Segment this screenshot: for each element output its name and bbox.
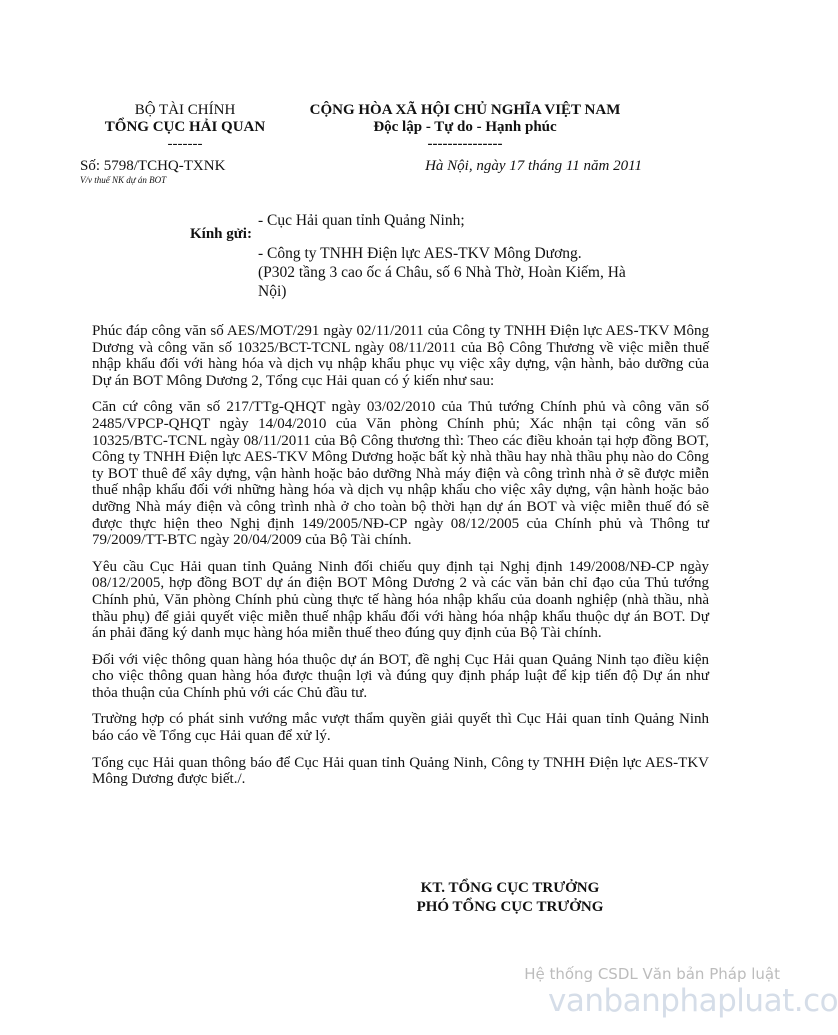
body-paragraph: Tổng cục Hải quan thông báo để Cục Hải quan tỉnh Quảng Ninh, Công ty TNHH Điện lực AES-TKV Mông Dương được biết./.	[92, 754, 709, 788]
country-name: CỘNG HÒA XÃ HỘI CHỦ NGHĨA VIỆT NAM	[309, 102, 621, 118]
recipients-list	[258, 211, 653, 301]
body-paragraph: Trường hợp có phát sinh vướng mắc vượt thẩm quyền giải quyết thì Cục Hải quan tỉnh Quảng Ninh báo cáo về Tổng cục Hải quan để xử lý.	[92, 711, 709, 745]
recipient-address: (P302 tầng 3 cao ốc á Châu, số 6 Nhà Thờ, Hoàn Kiếm, Hà Nội)	[258, 264, 626, 300]
recipient-name: - Công ty TNHH Điện lực AES-TKV Mông Dương.	[258, 245, 582, 262]
signature-subtitle: PHÓ TỔNG CỤC TRƯỞNG	[416, 899, 604, 915]
recipient-item	[258, 244, 653, 301]
body-paragraph: Yêu cầu Cục Hải quan tỉnh Quảng Ninh đối chiếu quy định tại Nghị định 149/2008/NĐ-CP ngày 08/12/2005, hợp đồng BOT dự án điện BOT Mông Dương 2 và các văn bản chỉ đạo của Thủ tướng Chính phủ, Văn phòng Chính phủ cùng thực tế hàng hóa nhập khẩu của doanh nghiệp (nhà thầu, nhà thầu phụ) để giải quyết việc miễn thuế nhập khẩu đối với hàng hóa nhập khẩu thuộc dự án BOT. Dự án phải đăng ký danh mục hàng hóa miễn thuế theo đúng quy định của Bộ Tài chính.	[92, 558, 709, 642]
document-subject: V/v thuế NK dự án BOT	[80, 175, 167, 185]
recipient-item: - Cục Hải quan tỉnh Quảng Ninh;	[258, 212, 465, 229]
motto-rule: ---------------	[427, 136, 503, 152]
signature-block	[400, 879, 620, 917]
watermark-site: vanbanphapluat.co	[548, 983, 838, 1019]
body-paragraph: Căn cứ công văn số 217/TTg-QHQT ngày 03/02/2010 của Thủ tướng Chính phủ và công văn số 2485/VPCP-QHQT ngày 14/04/2010 của Văn phòng Chính phủ; Xác nhận tại công văn số 10325/BTC-TCNL ngày 08/11/2011 của Bộ Công thương thì: Theo các điều khoản tại hợp đồng BOT, Công ty TNHH Điện lực AES-TKV Mông Dương hoặc bất kỳ nhà thầu hay nhà thầu phụ nào do Công ty BOT thuê để xây dựng, vận hành hoặc bảo dưỡng Nhà máy điện và công trình nhà ở sẽ được miễn thuế nhập khẩu đối với những hàng hóa và dịch vụ nhập khẩu cho việc xây dựng, vận hành hoặc bảo dưỡng Nhà máy điện và công trình nhà ở cho toàn bộ thời hạn dự án BOT và việc miễn thuế đó sẽ được thực hiện theo Nghị định 149/2005/NĐ-CP ngày 08/12/2005 của Chính phủ và Thông tư 79/2009/TT-BTC ngày 20/04/2009 của Bộ Tài chính.	[92, 399, 709, 549]
agency-name: TỔNG CỤC HẢI QUAN	[104, 119, 266, 135]
document-body	[92, 323, 709, 798]
recipients-label: Kính gửi:	[190, 226, 252, 242]
document-date: Hà Nội, ngày 17 tháng 11 năm 2011	[425, 158, 642, 174]
document-number: Số: 5798/TCHQ-TXNK	[80, 158, 226, 174]
body-paragraph: Phúc đáp công văn số AES/MOT/291 ngày 02/11/2011 của Công ty TNHH Điện lực AES-TKV Mông Dương và công văn số 10325/BCT-TCNL ngày 08/11/2011 của Bộ Công Thương về việc miễn thuế nhập khẩu đối với hàng hóa và dịch vụ nhập khẩu phục vụ việc xây dựng, vận hành, bảo dưỡng của Dự án BOT Mông Dương 2, Tổng cục Hải quan có ý kiến như sau:	[92, 323, 709, 389]
national-header	[290, 102, 640, 153]
signature-title: KT. TỔNG CỤC TRƯỞNG	[420, 880, 600, 896]
national-motto: Độc lập - Tự do - Hạnh phúc	[373, 119, 557, 135]
body-paragraph: Đối với việc thông quan hàng hóa thuộc dự án BOT, đề nghị Cục Hải quan Quảng Ninh tạo điều kiện cho việc thông quan hàng hóa được thuận lợi và đúng quy định pháp luật để kịp tiến độ Dự án như thỏa thuận của Chính phủ với các Chủ đầu tư.	[92, 651, 709, 701]
agency-rule: -------	[167, 136, 203, 152]
watermark-caption: Hệ thống CSDL Văn bản Pháp luật	[524, 965, 780, 983]
agency-header	[80, 102, 290, 153]
parent-agency-name: BỘ TÀI CHÍNH	[134, 102, 236, 118]
